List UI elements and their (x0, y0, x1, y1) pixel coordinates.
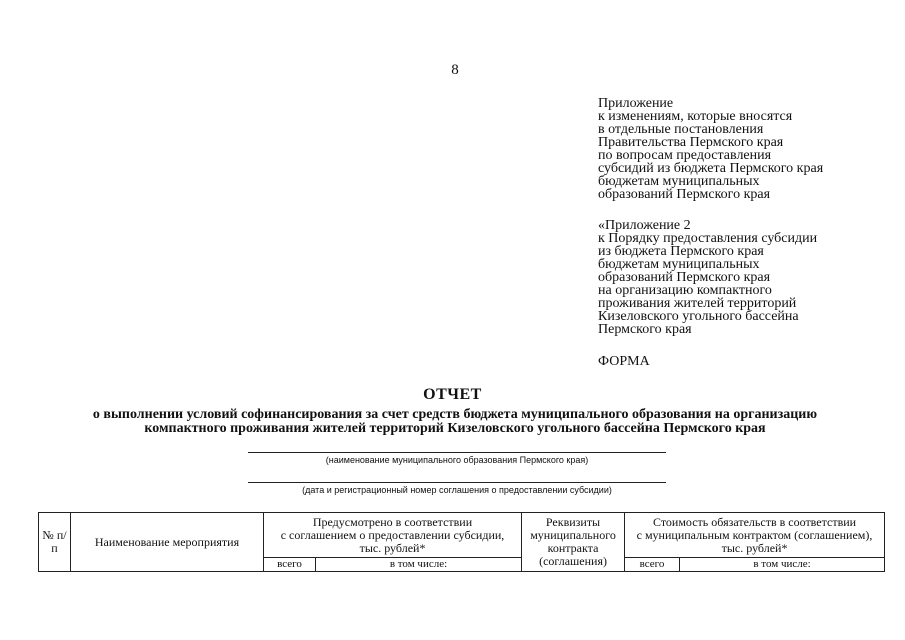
appendix2-line: образований Пермского края (598, 270, 771, 285)
planned-including-header: в том числе: (316, 558, 522, 572)
appendix-line: бюджетам муниципальных (598, 174, 760, 189)
header-details-line: муниципального (530, 528, 616, 542)
header-activity-label: Наименование мероприятия (94, 534, 240, 549)
report-subtitle-line: о выполнении условий софинансирования за счет средств бюджета муниципального образования на организацию (92, 407, 818, 422)
report-subtitle-line: компактного проживания жителей территорий Кизеловского угольного бассейна Пермского края (144, 421, 766, 436)
appendix-line: Правительства Пермского края (598, 135, 784, 150)
appendix2-line: на организацию компактного (598, 283, 772, 298)
header-number-label: № п/п (42, 528, 67, 555)
appendix2-header (598, 219, 817, 336)
header-cost-line: с муниципальным контрактом (соглашением), (636, 527, 873, 542)
header-contract-details (522, 513, 625, 572)
report-title: ОТЧЕТ (423, 386, 482, 403)
planned-total-header: всего (264, 558, 316, 572)
municipality-caption: (наименование муниципального образования Пермского края) (325, 455, 589, 465)
header-cost (625, 513, 885, 558)
header-planned-line: тыс. рублей* (359, 540, 426, 555)
appendix2-line: из бюджета Пермского края (598, 244, 764, 259)
appendix-line: в отдельные постановления (598, 122, 764, 137)
header-details-line: (соглашения) (539, 554, 607, 568)
appendix2-line: к Порядку предоставления субсидии (598, 231, 818, 246)
form-label: ФОРМА (598, 354, 650, 369)
appendix-line: образований Пермского края (598, 187, 771, 202)
appendix-line: субсидий из бюджета Пермского края (598, 161, 824, 176)
appendix2-line: бюджетам муниципальных (598, 257, 760, 272)
appendix2-line: проживания жителей территорий (598, 296, 797, 311)
header-details-line: контракта (547, 541, 599, 555)
appendix-line: к изменениям, которые вносятся (598, 109, 793, 124)
header-cost-line: тыс. рублей* (721, 540, 788, 555)
header-number (39, 513, 71, 572)
header-planned-line: с соглашением о предоставлении субсидии, (280, 527, 505, 542)
page-number: 8 (451, 62, 459, 78)
header-planned (264, 513, 522, 558)
header-details-line: Реквизиты (545, 515, 601, 529)
agreement-number-line[interactable] (248, 482, 666, 483)
agreement-caption: (дата и регистрационный номер соглашения о предоставлении субсидии) (302, 485, 612, 495)
report-table (38, 512, 885, 572)
report-subtitle (40, 408, 870, 436)
appendix-line: по вопросам предоставления (598, 148, 772, 163)
appendix2-line: «Приложение 2 (598, 218, 691, 233)
header-cost-line: Стоимость обязательств в соответствии (652, 514, 857, 529)
appendix2-line: Кизеловского угольного бассейна (598, 309, 799, 324)
appendix-header (598, 97, 823, 201)
cost-including-header: в том числе: (680, 558, 885, 572)
header-activity-name (71, 513, 264, 572)
appendix2-line: Пермского края (598, 322, 692, 337)
header-planned-line: Предусмотрено в соответствии (312, 514, 473, 529)
appendix-line: Приложение (598, 96, 674, 111)
municipality-name-line[interactable] (248, 452, 666, 453)
cost-total-header: всего (625, 558, 680, 572)
